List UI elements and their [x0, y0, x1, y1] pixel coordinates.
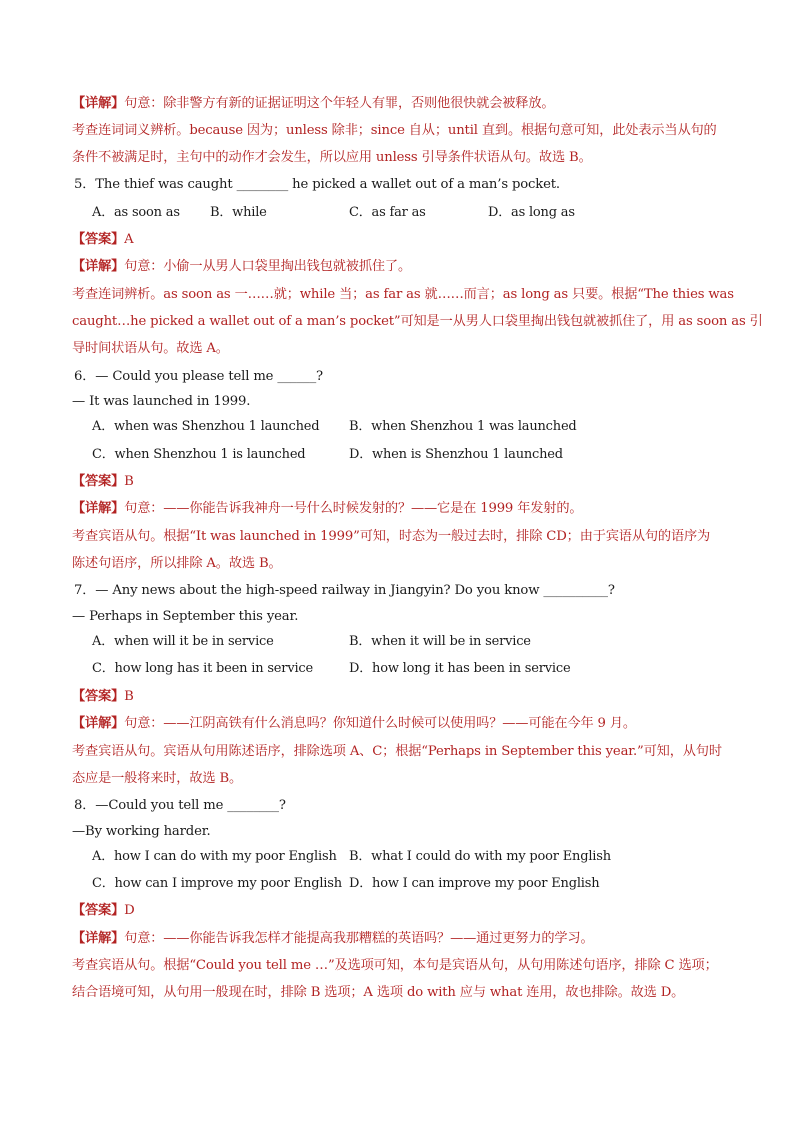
detail-text: 句意：除非警方有新的证据证明这个年轻人有罪，否则他很快就会被释放。	[124, 96, 555, 111]
q4-analysis-line-1: 考查连词词义辨析。because 因为；unless 除非；since 自从；until 直到。根据句意可知，此处表示当从句的	[72, 123, 717, 138]
q6-stem: 6．— Could you please tell me ______?	[74, 369, 323, 384]
q5-option-a: A．as soon as	[92, 205, 180, 220]
q7-analysis-line-2: 态应是一般将来时，故选 B。	[72, 771, 243, 786]
q8-option-b: B．what I could do with my poor English	[349, 849, 611, 864]
q5-option-d: D．as long as	[488, 205, 575, 220]
detail-text: 句意：——你能告诉我神舟一号什么时候发射的？——它是在 1999 年发射的。	[124, 501, 583, 516]
q7-reply: — Perhaps in September this year.	[72, 609, 299, 624]
q6-answer-line	[72, 472, 734, 492]
detail-text: 句意：小偷一从男人口袋里掏出钱包就被抓住了。	[124, 259, 411, 274]
q7-option-b: B．when it will be in service	[349, 634, 531, 649]
detail-tag: 【详解】	[72, 96, 125, 111]
q6-reply: — It was launched in 1999.	[72, 394, 251, 409]
q7-option-c: C．how long has it been in service	[92, 661, 313, 676]
q7-option-a: A．when will it be in service	[92, 634, 274, 649]
answer-tag: 【答案】	[72, 689, 125, 704]
q4-analysis-line-2: 条件不被满足时，主句中的动作才会发生，所以应用 unless 引导条件状语从句。故选 B。	[72, 150, 592, 165]
q5-detail-line	[72, 257, 734, 277]
q4-detail-line	[72, 94, 734, 114]
q7-option-d: D．how long it has been in service	[349, 661, 571, 676]
detail-text: 句意：——江阴高铁有什么消息吗？你知道什么时候可以使用吗？——可能在今年 9 月。	[124, 716, 636, 731]
q7-answer-line	[72, 687, 734, 707]
answer-value: B	[124, 474, 134, 489]
detail-text: 句意：——你能告诉我怎样才能提高我那糟糕的英语吗？——通过更努力的学习。	[124, 931, 594, 946]
q8-analysis-line-2: 结合语境可知，从句用一般现在时，排除 B 选项；A 选项 do with 应与 what 连用，故也排除。故选 D。	[72, 985, 685, 1000]
q7-detail-line	[72, 714, 734, 734]
q6-analysis-line-2: 陈述句语序，所以排除 A。故选 B。	[72, 556, 282, 571]
q8-reply: —By working harder.	[72, 824, 211, 839]
detail-tag: 【详解】	[72, 931, 125, 946]
q8-analysis-line-1: 考查宾语从句。根据“Could you tell me …”及选项可知，本句是宾语从句，从句用陈述句语序，排除 C 选项；	[72, 958, 718, 973]
answer-value: A	[124, 232, 134, 247]
q7-stem: 7．— Any news about the high-speed railway in Jiangyin? Do you know __________?	[74, 583, 615, 598]
detail-tag: 【详解】	[72, 501, 125, 516]
q5-analysis-line-1: 考查连词辨析。as soon as 一……就；while 当；as far as 就……而言；as long as 只要。根据“The thies was	[72, 287, 734, 302]
q8-option-c: C．how can I improve my poor English	[92, 876, 342, 891]
q5-stem: 5．The thief was caught ________ he picked a wallet out of a man’s pocket.	[74, 177, 560, 192]
answer-value: B	[124, 689, 134, 704]
q6-analysis-line-1: 考查宾语从句。根据“It was launched in 1999”可知，时态为一般过去时，排除 CD；由于宾语从句的语序为	[72, 529, 711, 544]
detail-tag: 【详解】	[72, 716, 125, 731]
answer-tag: 【答案】	[72, 903, 125, 918]
q5-analysis-line-3: 导时间状语从句。故选 A。	[72, 341, 229, 356]
q5-option-b: B．while	[210, 205, 267, 220]
q5-analysis-line-2: caught…he picked a wallet out of a man’s pocket”可知是一从男人口袋里掏出钱包就被抓住了，用 as soon as 引	[72, 314, 763, 329]
q5-option-c: C．as far as	[349, 205, 426, 220]
q6-option-c: C．when Shenzhou 1 is launched	[92, 447, 306, 462]
q6-option-d: D．when is Shenzhou 1 launched	[349, 447, 563, 462]
q6-detail-line	[72, 499, 734, 519]
q6-option-b: B．when Shenzhou 1 was launched	[349, 419, 577, 434]
q6-option-a: A．when was Shenzhou 1 launched	[92, 419, 320, 434]
q8-option-a: A．how I can do with my poor English	[92, 849, 337, 864]
q8-stem: 8．—Could you tell me ________?	[74, 798, 286, 813]
q8-answer-line	[72, 901, 734, 921]
answer-value: D	[124, 903, 135, 918]
q8-option-d: D．how I can improve my poor English	[349, 876, 600, 891]
q7-analysis-line-1: 考查宾语从句。宾语从句用陈述语序，排除选项 A、C；根据“Perhaps in September this year.”可知，从句时	[72, 744, 722, 759]
detail-tag: 【详解】	[72, 259, 125, 274]
q8-detail-line	[72, 929, 734, 949]
answer-tag: 【答案】	[72, 232, 125, 247]
q5-answer-line	[72, 230, 734, 250]
answer-tag: 【答案】	[72, 474, 125, 489]
